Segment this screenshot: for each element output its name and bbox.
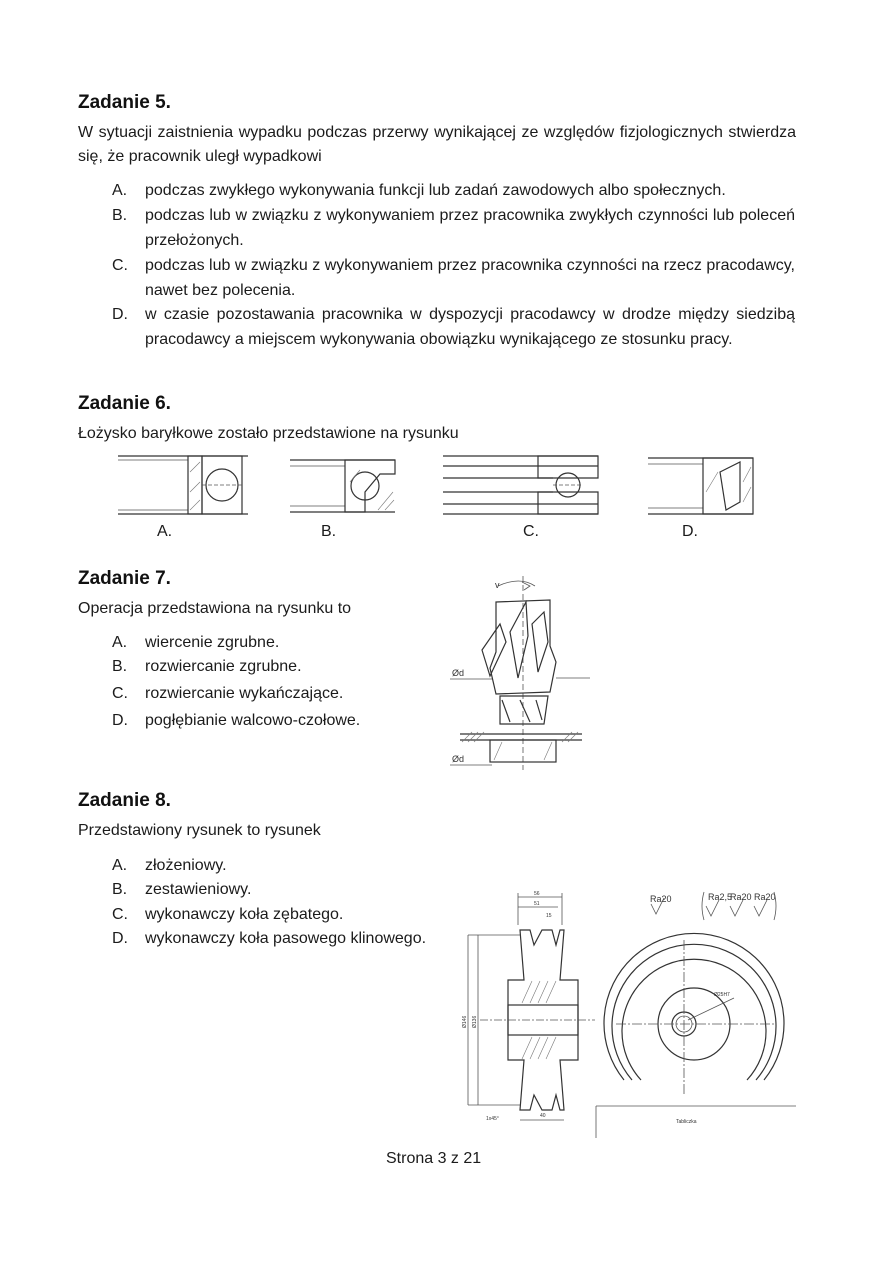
task5-option-d[interactable] xyxy=(112,303,802,378)
task8-title: Zadanie 8. xyxy=(78,790,171,811)
dim-chamfer: 1x45° xyxy=(486,1116,499,1122)
option-text: rozwiercanie wykańczające. xyxy=(145,685,344,702)
speed-label: v xyxy=(495,580,500,590)
option-letter: B. xyxy=(112,881,128,898)
task5-question: W sytuacji zaistnienia wypadku podczas przerwy wynikającej ze względów fizjologicznych stwierdza się, że pracownik uległ wypadkowi xyxy=(78,124,796,165)
dim-d25h7: Ø25H7 xyxy=(714,992,730,998)
option-letter: A. xyxy=(112,182,128,199)
dim-d136: Ø136 xyxy=(472,1015,478,1028)
title-block-label: Tabliczka xyxy=(676,1119,697,1125)
option-text: wykonawczy koła pasowego klinowego. xyxy=(145,930,427,947)
bearing-figure-b[interactable] xyxy=(290,452,400,522)
task6-title: Zadanie 6. xyxy=(78,393,171,414)
option-text: złożeniowy. xyxy=(145,857,227,874)
task8-option-c[interactable] xyxy=(112,903,452,928)
option-text: podczas lub w związku z wykonywaniem przez pracownika zwykłych czynności lub poleceń przełożonych. xyxy=(145,207,795,249)
task7-option-a[interactable] xyxy=(112,631,432,656)
option-text: podczas zwykłego wykonywania funkcji lub zadań zawodowych albo społecznych. xyxy=(145,182,726,199)
task8-option-d[interactable] xyxy=(112,927,452,952)
bearing-caption-b: B. xyxy=(321,523,337,540)
bearing-caption-a: A. xyxy=(157,523,173,540)
dim-40: 40 xyxy=(540,1113,546,1119)
option-letter: D. xyxy=(112,712,128,729)
option-letter: C. xyxy=(112,906,128,923)
task7-option-b[interactable] xyxy=(112,655,432,680)
option-text: rozwiercanie zgrubne. xyxy=(145,658,302,675)
task7-option-c[interactable] xyxy=(112,682,432,707)
bearing-figure-d[interactable] xyxy=(648,452,758,522)
option-text: zestawieniowy. xyxy=(145,881,252,898)
option-letter: B. xyxy=(112,658,128,675)
reaming-tool-figure xyxy=(440,572,600,772)
dim-56: 56 xyxy=(534,891,540,897)
bearing-figure-a[interactable] xyxy=(118,452,253,522)
bearing-caption-d: D. xyxy=(682,523,698,540)
task5-option-b[interactable] xyxy=(112,204,802,254)
option-text: wiercenie zgrubne. xyxy=(145,634,280,651)
task5-title: Zadanie 5. xyxy=(78,92,171,113)
task7-title: Zadanie 7. xyxy=(78,568,171,589)
roughness-1: Ra20 xyxy=(650,894,672,904)
task8-option-b[interactable] xyxy=(112,878,452,903)
page-number: Strona 3 z 21 xyxy=(386,1150,482,1167)
option-letter: A. xyxy=(112,634,128,651)
option-letter: A. xyxy=(112,857,128,874)
task5-option-c[interactable] xyxy=(112,254,802,304)
option-text: pogłębianie walcowo-czołowe. xyxy=(145,712,361,729)
option-letter: D. xyxy=(112,930,128,947)
task7-question: Operacja przedstawiona na rysunku to xyxy=(78,600,352,617)
dim-15: 15 xyxy=(546,913,552,919)
roughness-2: Ra2,5 xyxy=(708,892,733,902)
pulley-front-view xyxy=(596,880,801,1140)
task7-option-d[interactable] xyxy=(112,709,432,734)
option-letter: D. xyxy=(112,306,128,323)
task5-option-a[interactable] xyxy=(112,179,802,204)
task6-question: Łożysko baryłkowe zostało przedstawione na rysunku xyxy=(78,425,459,442)
roughness-4: Ra20 xyxy=(754,892,776,902)
bore-diameter-label: Ød xyxy=(452,754,465,764)
diameter-label: Ød xyxy=(452,668,465,678)
roughness-3: Ra20 xyxy=(730,892,752,902)
dim-d146: Ø146 xyxy=(462,1015,468,1028)
option-text: wykonawczy koła zębatego. xyxy=(145,906,344,923)
option-letter: C. xyxy=(112,685,128,702)
option-letter: C. xyxy=(112,257,128,274)
option-letter: B. xyxy=(112,207,128,224)
option-text: podczas lub w związku z wykonywaniem przez pracownika czynności na rzecz pracodawcy, nawet bez polecenia. xyxy=(145,257,795,299)
bearing-figure-c[interactable] xyxy=(443,452,603,522)
task8-option-a[interactable] xyxy=(112,854,452,879)
bearing-caption-c: C. xyxy=(523,523,539,540)
dim-51: 51 xyxy=(534,901,540,907)
option-text: w czasie pozostawania pracownika w dyspozycji pracodawcy w drodze między siedzibą pracodawcy a miejscem wykonywania obowiązku wynikającego ze stosunku pracy. xyxy=(145,306,795,348)
pulley-section-drawing xyxy=(460,885,600,1135)
task8-question: Przedstawiony rysunek to rysunek xyxy=(78,822,321,839)
